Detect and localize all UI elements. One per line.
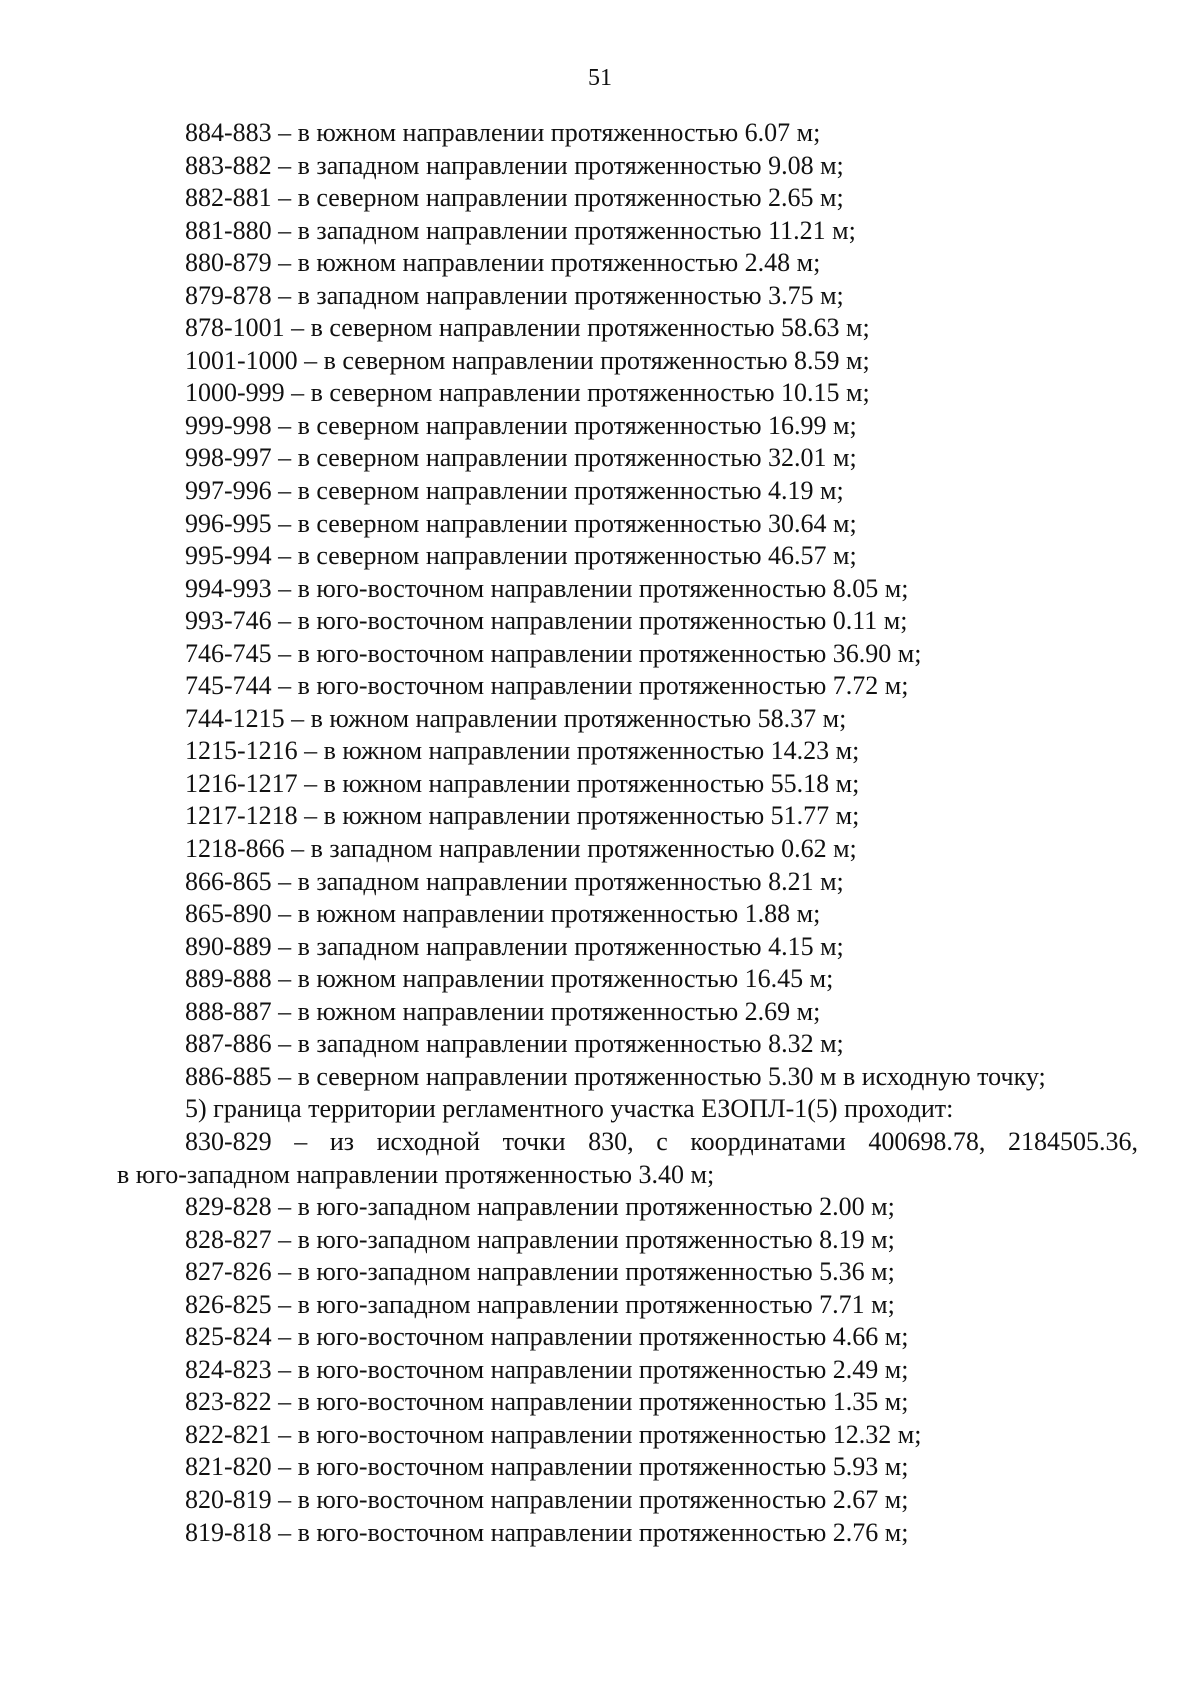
- text-line: 744-1215 – в южном направлении протяженностью 58.37 м;: [185, 703, 847, 733]
- text-line: 829-828 – в юго-западном направлении протяженностью 2.00 м;: [185, 1192, 895, 1222]
- text-line: 1000-999 – в северном направлении протяженностью 10.15 м;: [185, 378, 870, 408]
- text-line: 819-818 – в юго-восточном направлении протяженностью 2.76 м;: [185, 1517, 909, 1547]
- text-line: 820-819 – в юго-восточном направлении протяженностью 2.67 м;: [185, 1484, 909, 1514]
- text-line: 890-889 – в западном направлении протяженностью 4.15 м;: [185, 931, 844, 961]
- text-line: 880-879 – в южном направлении протяженностью 2.48 м;: [185, 248, 821, 278]
- text-line: 745-744 – в юго-восточном направлении протяженностью 7.72 м;: [185, 671, 909, 701]
- text-line: 824-823 – в юго-восточном направлении протяженностью 2.49 м;: [185, 1354, 909, 1384]
- text-line: 997-996 – в северном направлении протяженностью 4.19 м;: [185, 476, 844, 506]
- boundary-description-text: [0, 117, 1200, 1549]
- text-line: 822-821 – в юго-восточном направлении протяженностью 12.32 м;: [185, 1419, 922, 1449]
- text-line: 1216-1217 – в южном направлении протяженностью 55.18 м;: [185, 768, 860, 798]
- text-line: 830-829 – из исходной точки 830, с координатами 400698.78, 2184505.36,: [185, 1126, 1138, 1156]
- section-heading: 5) граница территории регламентного участка ЕЗОПЛ-1(5) проходит:: [185, 1094, 954, 1124]
- text-line: в юго-западном направлении протяженностью 3.40 м;: [117, 1159, 715, 1189]
- text-line: 994-993 – в юго-восточном направлении протяженностью 8.05 м;: [185, 573, 909, 603]
- text-line: 886-885 – в северном направлении протяженностью 5.30 м в исходную точку;: [185, 1061, 1046, 1091]
- text-line: 1217-1218 – в южном направлении протяженностью 51.77 м;: [185, 801, 860, 831]
- text-line: 828-827 – в юго-западном направлении протяженностью 8.19 м;: [185, 1224, 895, 1254]
- text-line: 823-822 – в юго-восточном направлении протяженностью 1.35 м;: [185, 1387, 909, 1417]
- text-line: 878-1001 – в северном направлении протяженностью 58.63 м;: [185, 313, 870, 343]
- text-line: 1215-1216 – в южном направлении протяженностью 14.23 м;: [185, 736, 860, 766]
- text-line: 996-995 – в северном направлении протяженностью 30.64 м;: [185, 508, 857, 538]
- text-line: 888-887 – в южном направлении протяженностью 2.69 м;: [185, 996, 821, 1026]
- text-line: 826-825 – в юго-западном направлении протяженностью 7.71 м;: [185, 1289, 895, 1319]
- text-line: 999-998 – в северном направлении протяженностью 16.99 м;: [185, 410, 857, 440]
- text-line: 1218-866 – в западном направлении протяженностью 0.62 м;: [185, 834, 857, 864]
- text-line: 993-746 – в юго-восточном направлении протяженностью 0.11 м;: [185, 606, 908, 636]
- text-line: 1001-1000 – в северном направлении протяженностью 8.59 м;: [185, 345, 870, 375]
- text-line: 879-878 – в западном направлении протяженностью 3.75 м;: [185, 280, 844, 310]
- text-line: 995-994 – в северном направлении протяженностью 46.57 м;: [185, 541, 857, 571]
- text-line: 746-745 – в юго-восточном направлении протяженностью 36.90 м;: [185, 638, 922, 668]
- text-line: 884-883 – в южном направлении протяженностью 6.07 м;: [185, 118, 821, 147]
- text-line: 998-997 – в северном направлении протяженностью 32.01 м;: [185, 443, 857, 473]
- text-line: 882-881 – в северном направлении протяженностью 2.65 м;: [185, 183, 844, 213]
- page-number: 51: [588, 65, 612, 91]
- text-line: 821-820 – в юго-восточном направлении протяженностью 5.93 м;: [185, 1452, 909, 1482]
- text-line: 889-888 – в южном направлении протяженностью 16.45 м;: [185, 964, 834, 994]
- text-line: 827-826 – в юго-западном направлении протяженностью 5.36 м;: [185, 1257, 895, 1287]
- text-line: 887-886 – в западном направлении протяженностью 8.32 м;: [185, 1029, 844, 1059]
- text-line: 825-824 – в юго-восточном направлении протяженностью 4.66 м;: [185, 1322, 909, 1352]
- text-line: 883-882 – в западном направлении протяженностью 9.08 м;: [185, 150, 844, 180]
- text-line: 881-880 – в западном направлении протяженностью 11.21 м;: [185, 215, 856, 245]
- text-line: 866-865 – в западном направлении протяженностью 8.21 м;: [185, 866, 844, 896]
- text-line: 865-890 – в южном направлении протяженностью 1.88 м;: [185, 899, 821, 929]
